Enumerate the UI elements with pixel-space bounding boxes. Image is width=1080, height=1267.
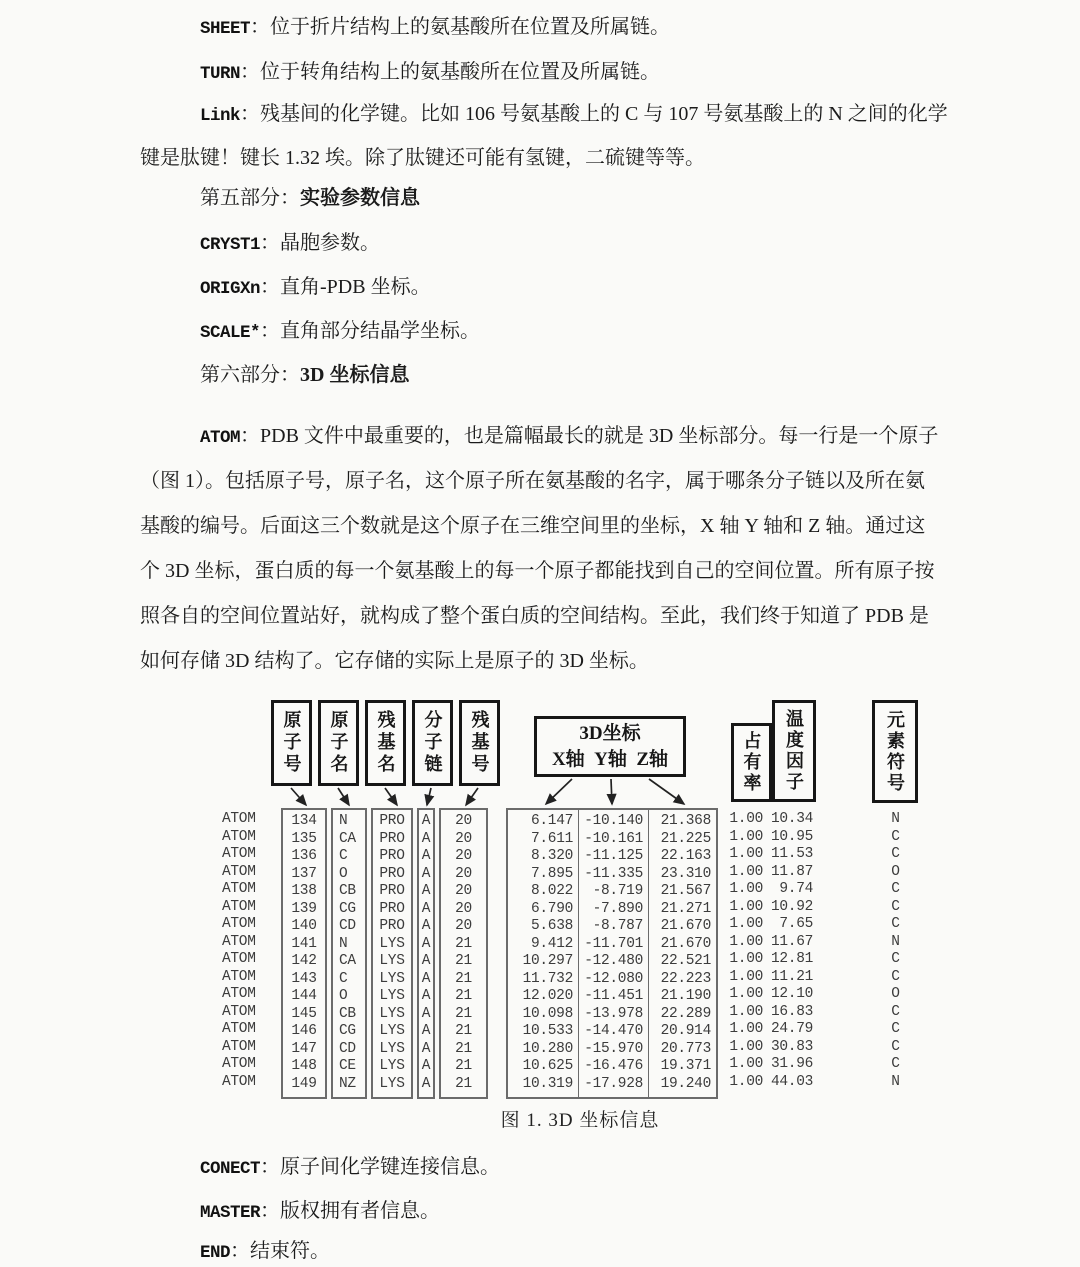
- figure-cell-z: 21.190: [660, 988, 711, 1004]
- column-record: [220, 808, 266, 1095]
- figure-cell-temp: 11.87: [770, 863, 813, 880]
- figure-cell-y: -10.140: [584, 813, 643, 829]
- keyword-link: Link: [200, 106, 241, 126]
- entry-cryst1: [140, 229, 1010, 259]
- figure-cell-name: CG: [339, 900, 356, 917]
- entry-conect-text: ：原子间化学键连接信息。: [260, 1156, 501, 1178]
- figure-cell-chain: A: [421, 848, 431, 864]
- arrow-y-axis: [611, 779, 612, 804]
- figure-cell-chain: A: [421, 1075, 431, 1092]
- figure-cell-serial: 140: [291, 918, 317, 934]
- label-residue-number: 残基号: [469, 710, 490, 776]
- figure-cell-res: LYS: [379, 1023, 405, 1039]
- figure-cell-z: 20.914: [660, 1023, 711, 1039]
- figure-cell-z: 22.223: [660, 970, 711, 987]
- figure-caption: 图 1. 3D 坐标信息: [500, 1110, 660, 1131]
- figure-cell-record: ATOM: [222, 1038, 256, 1055]
- figure-cell-elem: N: [891, 933, 900, 950]
- figure-cell-res: LYS: [379, 1058, 405, 1074]
- figure-cell-y: -12.480: [584, 953, 643, 969]
- figure-cell-resnum: 21: [455, 935, 472, 952]
- figure-cell-temp: 10.95: [770, 828, 813, 845]
- figure-cell-chain: A: [421, 1058, 431, 1074]
- arrow-z-axis: [649, 779, 684, 804]
- atom-line-1: （图 1）。包括原子号，原子名，这个原子所在氨基酸的名字，属于哪条分子链以及所在氨: [140, 470, 925, 492]
- entry-turn: [140, 58, 1010, 88]
- figure-cell-serial: 147: [291, 1040, 317, 1057]
- figure-cell-record: ATOM: [222, 863, 256, 880]
- figure-cell-record: ATOM: [222, 1003, 256, 1020]
- figure-cell-temp: 44.03: [770, 1073, 813, 1090]
- figure-cell-elem: C: [891, 1056, 900, 1072]
- figure-cell-name: CA: [339, 830, 356, 847]
- label-3d-coords-axes: X轴 Y轴 Z轴: [551, 748, 669, 770]
- figure-cell-elem: O: [891, 986, 900, 1002]
- figure-cell-z: 21.271: [660, 900, 711, 917]
- figure-cell-name: CG: [339, 1023, 356, 1039]
- figure-cell-x: 11.732: [522, 970, 573, 987]
- figure-cell-y: -11.451: [584, 988, 643, 1004]
- figure-cell-z: 22.289: [660, 1005, 711, 1022]
- column-temp-factor: [770, 808, 818, 1095]
- figure-cell-occ: 1.00: [729, 986, 763, 1002]
- figure-cell-serial: 141: [291, 935, 317, 952]
- entry-end: [140, 1237, 1010, 1267]
- entry-link-line1: ：残基间的化学键。比如 106 号氨基酸上的 C 与 107 号氨基酸上的 N 之间的化学: [240, 103, 948, 125]
- figure-cell-name: CD: [339, 1040, 356, 1057]
- figure-cell-occ: 1.00: [729, 951, 763, 967]
- figure-cell-chain: A: [421, 1023, 431, 1039]
- figure-cell-chain: A: [421, 900, 431, 917]
- figure-cell-serial: 134: [291, 813, 317, 829]
- column-y: [578, 810, 649, 1097]
- atom-line-4: 照各自的空间位置站好，就构成了整个蛋白质的空间结构。至此，我们终于知道了 PDB 是: [140, 605, 929, 627]
- arrow-atom-name: [338, 788, 349, 805]
- figure-cell-z: 19.240: [660, 1075, 711, 1092]
- figure-cell-record: ATOM: [222, 898, 256, 915]
- figure-cell-x: 7.895: [530, 865, 573, 882]
- entry-cryst1-text: ：晶胞参数。: [260, 232, 381, 254]
- keyword-atom: ATOM: [200, 428, 241, 448]
- label-chain: 分子链: [422, 710, 443, 776]
- atom-line-5: 如何存储 3D 结构了。它存储的实际上是原子的 3D 坐标。: [140, 650, 649, 672]
- entry-sheet: [140, 13, 1010, 43]
- figure-cell-resnum: 20: [455, 865, 472, 882]
- figure-cell-z: 21.368: [660, 813, 711, 829]
- figure-cell-temp: 7.65: [779, 916, 813, 932]
- arrow-residue-number: [466, 788, 478, 805]
- figure-cell-name: NZ: [339, 1075, 356, 1092]
- figure-cell-y: -8.787: [592, 918, 643, 934]
- figure-cell-z: 22.521: [660, 953, 711, 969]
- figure-cell-resnum: 20: [455, 848, 472, 864]
- figure-cell-record: ATOM: [222, 828, 256, 845]
- figure-cell-serial: 145: [291, 1005, 317, 1022]
- figure-cell-elem: N: [891, 1073, 900, 1090]
- figure-cell-x: 5.638: [530, 918, 573, 934]
- figure-cell-res: LYS: [379, 953, 405, 969]
- figure-cell-temp: 12.81: [770, 951, 813, 967]
- atom-line-3: 个 3D 坐标，蛋白质的每一个氨基酸上的每一个原子都能找到自己的空间位置。所有原子按: [140, 560, 935, 582]
- figure-cell-temp: 10.92: [770, 898, 813, 915]
- figure-cell-name: CA: [339, 953, 356, 969]
- figure-cell-serial: 137: [291, 865, 317, 882]
- figure-cell-x: 6.147: [530, 813, 573, 829]
- figure-cell-y: -13.978: [584, 1005, 643, 1022]
- figure-cell-resnum: 21: [455, 1005, 472, 1022]
- figure-cell-serial: 149: [291, 1075, 317, 1092]
- figure-cell-elem: C: [891, 968, 900, 985]
- figure-cell-serial: 136: [291, 848, 317, 864]
- figure-cell-name: O: [339, 988, 348, 1004]
- figure-cell-z: 21.670: [660, 918, 711, 934]
- figure-cell-name: C: [339, 848, 348, 864]
- keyword-scale: SCALE*: [200, 323, 261, 343]
- figure-cell-x: 10.533: [522, 1023, 573, 1039]
- figure-cell-z: 20.773: [660, 1040, 711, 1057]
- keyword-turn: TURN: [200, 64, 241, 84]
- figure-cell-chain: A: [421, 830, 431, 847]
- figure-cell-name: CE: [339, 1058, 356, 1074]
- figure-cell-record: ATOM: [222, 881, 256, 897]
- figure-cell-elem: C: [891, 951, 900, 967]
- figure-cell-z: 23.310: [660, 865, 711, 882]
- figure-cell-x: 10.280: [522, 1040, 573, 1057]
- figure-cell-chain: A: [421, 813, 431, 829]
- arrow-atom-serial: [291, 788, 306, 805]
- column-residue-number: [439, 808, 488, 1099]
- figure-cell-elem: C: [891, 828, 900, 845]
- atom-paragraph: [140, 414, 955, 684]
- keyword-master: MASTER: [200, 1203, 261, 1223]
- figure-cell-y: -14.470: [584, 1023, 643, 1039]
- figure-cell-resnum: 20: [455, 813, 472, 829]
- figure-cell-res: PRO: [379, 883, 405, 899]
- figure-cell-name: CB: [339, 1005, 356, 1022]
- figure-cell-res: PRO: [379, 813, 405, 829]
- figure-cell-y: -15.970: [584, 1040, 643, 1057]
- figure-cell-record: ATOM: [222, 1021, 256, 1037]
- figure-cell-res: LYS: [379, 1005, 405, 1022]
- figure-cell-elem: C: [891, 1038, 900, 1055]
- figure-cell-temp: 12.10: [770, 986, 813, 1002]
- figure-cell-y: -11.335: [584, 865, 643, 882]
- figure-cell-occ: 1.00: [729, 1021, 763, 1037]
- figure-cell-x: 8.320: [530, 848, 573, 864]
- figure-cell-record: ATOM: [222, 968, 256, 985]
- figure-cell-elem: C: [891, 846, 900, 862]
- figure-cell-z: 22.163: [660, 848, 711, 864]
- label-atom-serial: 原子号: [281, 710, 302, 776]
- entry-master: [140, 1197, 1010, 1227]
- figure-cell-occ: 1.00: [729, 828, 763, 845]
- figure-cell-z: 21.567: [660, 883, 711, 899]
- column-residue-name: [371, 808, 413, 1099]
- figure-cell-elem: C: [891, 1003, 900, 1020]
- figure-cell-resnum: 20: [455, 830, 472, 847]
- figure-cell-record: ATOM: [222, 986, 256, 1002]
- figure-cell-elem: N: [891, 811, 900, 827]
- figure-cell-res: PRO: [379, 848, 405, 864]
- entry-turn-text: ：位于转角结构上的氨基酸所在位置及所属链。: [240, 61, 661, 83]
- label-element: 元素符号: [885, 709, 905, 794]
- figure-cell-resnum: 20: [455, 900, 472, 917]
- column-chain: [417, 808, 435, 1099]
- figure-cell-x: 10.098: [522, 1005, 573, 1022]
- figure-cell-chain: A: [421, 1005, 431, 1022]
- figure-cell-res: PRO: [379, 900, 405, 917]
- keyword-end: END: [200, 1243, 231, 1263]
- figure-cell-elem: C: [891, 1021, 900, 1037]
- figure-cell-occ: 1.00: [729, 811, 763, 827]
- figure-cell-res: PRO: [379, 865, 405, 882]
- column-x: [508, 810, 578, 1097]
- figure-3d-coordinates: [0, 693, 1080, 1133]
- figure-cell-serial: 144: [291, 988, 317, 1004]
- column-z: [649, 810, 716, 1097]
- figure-cell-y: -12.080: [584, 970, 643, 987]
- figure-cell-record: ATOM: [222, 1056, 256, 1072]
- section6-heading: [140, 361, 1010, 389]
- figure-cell-temp: 24.79: [770, 1021, 813, 1037]
- figure-cell-chain: A: [421, 865, 431, 882]
- keyword-sheet: SHEET: [200, 19, 251, 39]
- figure-cell-temp: 10.34: [770, 811, 813, 827]
- figure-cell-y: -17.928: [584, 1075, 643, 1092]
- figure-cell-res: PRO: [379, 918, 405, 934]
- figure-cell-serial: 139: [291, 900, 317, 917]
- figure-cell-elem: C: [891, 898, 900, 915]
- keyword-origxn: ORIGXn: [200, 279, 261, 299]
- entry-link: [140, 92, 950, 180]
- entry-sheet-text: ：位于折片结构上的氨基酸所在位置及所属链。: [250, 16, 671, 38]
- figure-cell-temp: 11.21: [770, 968, 813, 985]
- figure-cell-x: 10.625: [522, 1058, 573, 1074]
- atom-line-2: 基酸的编号。后面这三个数就是这个原子在三维空间里的坐标，X 轴 Y 轴和 Z 轴。通过这: [140, 515, 926, 537]
- keyword-conect: CONECT: [200, 1159, 261, 1179]
- figure-cell-occ: 1.00: [729, 863, 763, 880]
- column-atom-name: [331, 808, 367, 1099]
- figure-cell-resnum: 21: [455, 1075, 472, 1092]
- entry-origxn-text: ：直角-PDB 坐标。: [260, 276, 431, 298]
- figure-cell-temp: 11.53: [770, 846, 813, 862]
- figure-cell-record: ATOM: [222, 933, 256, 950]
- figure-cell-occ: 1.00: [729, 968, 763, 985]
- figure-cell-chain: A: [421, 970, 431, 987]
- label-residue-name: 残基名: [375, 710, 396, 776]
- figure-cell-x: 10.297: [522, 953, 573, 969]
- figure-cell-resnum: 21: [455, 1058, 472, 1074]
- figure-cell-occ: 1.00: [729, 933, 763, 950]
- figure-cell-resnum: 21: [455, 1023, 472, 1039]
- figure-cell-chain: A: [421, 935, 431, 952]
- figure-cell-temp: 11.67: [770, 933, 813, 950]
- figure-cell-z: 19.371: [660, 1058, 711, 1074]
- figure-cell-x: 12.020: [522, 988, 573, 1004]
- figure-cell-temp: 9.74: [779, 881, 813, 897]
- figure-cell-resnum: 20: [455, 883, 472, 899]
- figure-cell-y: -11.125: [584, 848, 643, 864]
- figure-cell-x: 8.022: [530, 883, 573, 899]
- section6-prefix: 第六部分：: [200, 364, 300, 386]
- figure-cell-occ: 1.00: [729, 1073, 763, 1090]
- figure-cell-record: ATOM: [222, 951, 256, 967]
- atom-line-0: ：PDB 文件中最重要的，也是篇幅最长的就是 3D 坐标部分。每一行是一个原子: [240, 425, 939, 447]
- figure-cell-record: ATOM: [222, 916, 256, 932]
- section5-prefix: 第五部分：: [200, 187, 300, 209]
- figure-cell-resnum: 21: [455, 953, 472, 969]
- entry-scale: [140, 317, 1010, 347]
- entry-scale-text: ：直角部分结晶学坐标。: [260, 320, 481, 342]
- figure-cell-serial: 142: [291, 953, 317, 969]
- figure-cell-resnum: 21: [455, 970, 472, 987]
- figure-cell-occ: 1.00: [729, 1003, 763, 1020]
- keyword-cryst1: CRYST1: [200, 235, 261, 255]
- figure-cell-y: -11.701: [584, 935, 643, 952]
- section5-title: 实验参数信息: [300, 187, 420, 209]
- figure-cell-name: C: [339, 970, 348, 987]
- figure-cell-x: 6.790: [530, 900, 573, 917]
- figure-cell-z: 21.670: [660, 935, 711, 952]
- figure-cell-elem: C: [891, 881, 900, 897]
- column-occupancy: [722, 808, 768, 1095]
- figure-cell-y: -10.161: [584, 830, 643, 847]
- figure-cell-name: CD: [339, 918, 356, 934]
- figure-cell-x: 9.412: [530, 935, 573, 952]
- arrow-residue-name: [385, 788, 397, 805]
- figure-cell-y: -16.476: [584, 1058, 643, 1074]
- figure-cell-y: -8.719: [592, 883, 643, 899]
- figure-cell-record: ATOM: [222, 811, 256, 827]
- figure-cell-chain: A: [421, 1040, 431, 1057]
- figure-cell-z: 21.225: [660, 830, 711, 847]
- entry-master-text: ：版权拥有者信息。: [260, 1200, 441, 1222]
- figure-cell-occ: 1.00: [729, 916, 763, 932]
- figure-cell-temp: 31.96: [770, 1056, 813, 1072]
- figure-cell-resnum: 21: [455, 1040, 472, 1057]
- figure-cell-serial: 146: [291, 1023, 317, 1039]
- figure-cell-serial: 143: [291, 970, 317, 987]
- figure-cell-x: 7.611: [530, 830, 573, 847]
- figure-cell-resnum: 20: [455, 918, 472, 934]
- figure-cell-temp: 30.83: [770, 1038, 813, 1055]
- figure-cell-res: LYS: [379, 1075, 405, 1092]
- figure-cell-occ: 1.00: [729, 898, 763, 915]
- figure-cell-res: LYS: [379, 935, 405, 952]
- figure-cell-res: LYS: [379, 970, 405, 987]
- figure-cell-record: ATOM: [222, 1073, 256, 1090]
- figure-cell-record: ATOM: [222, 846, 256, 862]
- figure-cell-chain: A: [421, 953, 431, 969]
- figure-cell-res: LYS: [379, 988, 405, 1004]
- figure-cell-chain: A: [421, 883, 431, 899]
- figure-cell-y: -7.890: [592, 900, 643, 917]
- figure-cell-occ: 1.00: [729, 881, 763, 897]
- figure-cell-elem: C: [891, 916, 900, 932]
- figure-cell-res: PRO: [379, 830, 405, 847]
- figure-cell-name: CB: [339, 883, 356, 899]
- figure-cell-name: N: [339, 813, 348, 829]
- column-serial: [281, 808, 327, 1099]
- figure-cell-occ: 1.00: [729, 846, 763, 862]
- figure-cell-temp: 16.83: [770, 1003, 813, 1020]
- figure-cell-occ: 1.00: [729, 1056, 763, 1072]
- entry-origxn: [140, 273, 1010, 303]
- label-3d-coords-title: 3D坐标: [579, 722, 641, 744]
- figure-cell-resnum: 21: [455, 988, 472, 1004]
- column-group-xyz: [506, 808, 718, 1099]
- figure-cell-name: N: [339, 935, 348, 952]
- section5-heading: [140, 184, 1010, 212]
- column-element: [873, 808, 918, 1095]
- entry-link-line2: 键是肽键！键长 1.32 埃。除了肽键还可能有氢键，二硫键等等。: [140, 147, 705, 169]
- label-temp-factor: 温度因子: [784, 709, 804, 793]
- entry-end-text: ：结束符。: [230, 1240, 331, 1262]
- figure-cell-chain: A: [421, 988, 431, 1004]
- figure-cell-serial: 135: [291, 830, 317, 847]
- figure-cell-serial: 148: [291, 1058, 317, 1074]
- entry-conect: [140, 1153, 1010, 1183]
- figure-cell-occ: 1.00: [729, 1038, 763, 1055]
- figure-cell-elem: O: [891, 863, 900, 880]
- figure-cell-x: 10.319: [522, 1075, 573, 1092]
- figure-cell-res: LYS: [379, 1040, 405, 1057]
- label-atom-name: 原子名: [328, 710, 349, 776]
- arrow-chain: [427, 788, 431, 805]
- label-occupancy: 占有率: [741, 731, 762, 794]
- section6-title: 3D 坐标信息: [300, 364, 410, 386]
- arrow-x-axis: [546, 779, 572, 804]
- figure-cell-chain: A: [421, 918, 431, 934]
- figure-arrows: [0, 693, 1080, 813]
- figure-cell-serial: 138: [291, 883, 317, 899]
- figure-cell-name: O: [339, 865, 348, 882]
